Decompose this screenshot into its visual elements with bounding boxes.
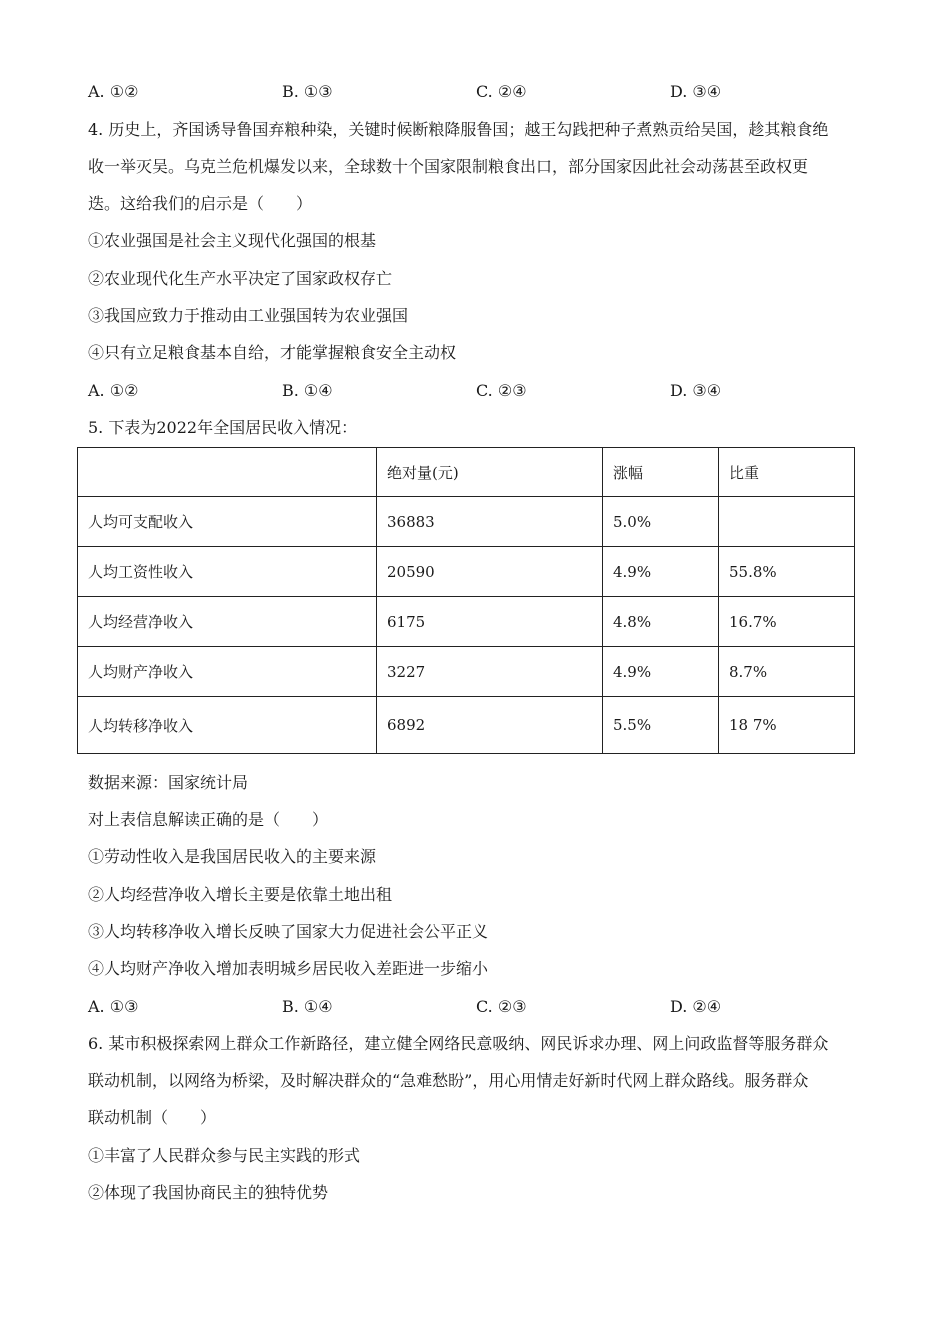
table-cell: 5.0% (603, 497, 719, 547)
table-cell: 人均经营净收入 (78, 597, 377, 647)
q5-item-3: ③人均转移净收入增长反映了国家大力促进社会公平正义 (88, 922, 489, 941)
table-cell: 6892 (377, 697, 603, 754)
table-cell: 5.5% (603, 697, 719, 754)
q5-option-d[interactable]: D. ②④ (670, 997, 722, 1016)
q5-question: 对上表信息解读正确的是（ ） (88, 810, 329, 829)
table-cell: 3227 (377, 647, 603, 697)
q5-item-4: ④人均财产净收入增加表明城乡居民收入差距进一步缩小 (88, 959, 489, 978)
table-cell: 人均转移净收入 (78, 697, 377, 754)
table-cell: 4.9% (603, 647, 719, 697)
q5-data-source: 数据来源：国家统计局 (88, 773, 249, 792)
table-row (78, 597, 855, 647)
table-header-row (78, 448, 855, 497)
table-header-cell: 绝对量(元) (377, 448, 603, 497)
table-cell: 36883 (377, 497, 603, 547)
q4-item-2: ②农业现代化生产水平决定了国家政权存亡 (88, 269, 393, 288)
q6-stem-line-1: 6. 某市积极探索网上群众工作新路径，建立健全网络民意吸纳、网民诉求办理、网上问政监督等服务群众 (88, 1034, 829, 1053)
table-row (78, 497, 855, 547)
table-cell: 20590 (377, 547, 603, 597)
table-cell: 4.9% (603, 547, 719, 597)
q4-item-4: ④只有立足粮食基本自给，才能掌握粮食安全主动权 (88, 343, 457, 362)
q3-options (88, 81, 848, 103)
q4-stem-line-1: 4. 历史上，齐国诱导鲁国弃粮种染，关键时候断粮降服鲁国；越王勾践把种子煮熟贡给吴国，趁其粮食绝 (88, 120, 829, 139)
q4-stem-line-3: 迭。这给我们的启示是（ ） (88, 194, 313, 213)
q4-item-3: ③我国应致力于推动由工业强国转为农业强国 (88, 306, 409, 325)
q4-item-1: ①农业强国是社会主义现代化强国的根基 (88, 231, 377, 250)
table-row (78, 697, 855, 754)
q3-option-c[interactable]: C. ②④ (476, 82, 527, 101)
q6-stem-line-3: 联动机制（ ） (88, 1108, 217, 1127)
q6-item-1: ①丰富了人民群众参与民主实践的形式 (88, 1146, 361, 1165)
q6-item-2: ②体现了我国协商民主的独特优势 (88, 1183, 329, 1202)
table-cell: 人均可支配收入 (78, 497, 377, 547)
q6-stem-line-2: 联动机制，以网络为桥梁，及时解决群众的“急难愁盼”，用心用情走好新时代网上群众路线。服务群众 (88, 1071, 809, 1090)
table-cell: 人均财产净收入 (78, 647, 377, 697)
q5-intro: 5. 下表为2022年全国居民收入情况： (88, 418, 358, 437)
q4-option-a[interactable]: A. ①② (88, 381, 139, 400)
table-cell: 18 7% (719, 697, 855, 754)
q3-option-d[interactable]: D. ③④ (670, 82, 722, 101)
table-cell: 55.8% (719, 547, 855, 597)
q4-options (88, 380, 848, 402)
q4-option-d[interactable]: D. ③④ (670, 381, 722, 400)
q4-option-b[interactable]: B. ①④ (282, 381, 333, 400)
q5-item-2: ②人均经营净收入增长主要是依靠土地出租 (88, 885, 393, 904)
table-header-cell (78, 448, 377, 497)
q3-option-a[interactable]: A. ①② (88, 82, 139, 101)
table-cell: 6175 (377, 597, 603, 647)
q5-item-1: ①劳动性收入是我国居民收入的主要来源 (88, 847, 377, 866)
table-header-cell: 比重 (719, 448, 855, 497)
q3-option-b[interactable]: B. ①③ (282, 82, 333, 101)
table-header-cell: 涨幅 (603, 448, 719, 497)
q5-options (88, 996, 848, 1018)
table-row (78, 647, 855, 697)
table-cell: 8.7% (719, 647, 855, 697)
table-cell: 16.7% (719, 597, 855, 647)
q4-option-c[interactable]: C. ②③ (476, 381, 527, 400)
q5-option-b[interactable]: B. ①④ (282, 997, 333, 1016)
table-cell (719, 497, 855, 547)
q4-stem-line-2: 收一举灭吴。乌克兰危机爆发以来，全球数十个国家限制粮食出口，部分国家因此社会动荡甚至政权更 (88, 157, 809, 176)
table-row (78, 547, 855, 597)
q5-option-c[interactable]: C. ②③ (476, 997, 527, 1016)
income-table (77, 447, 855, 754)
q5-option-a[interactable]: A. ①③ (88, 997, 139, 1016)
table-cell: 4.8% (603, 597, 719, 647)
table-cell: 人均工资性收入 (78, 547, 377, 597)
